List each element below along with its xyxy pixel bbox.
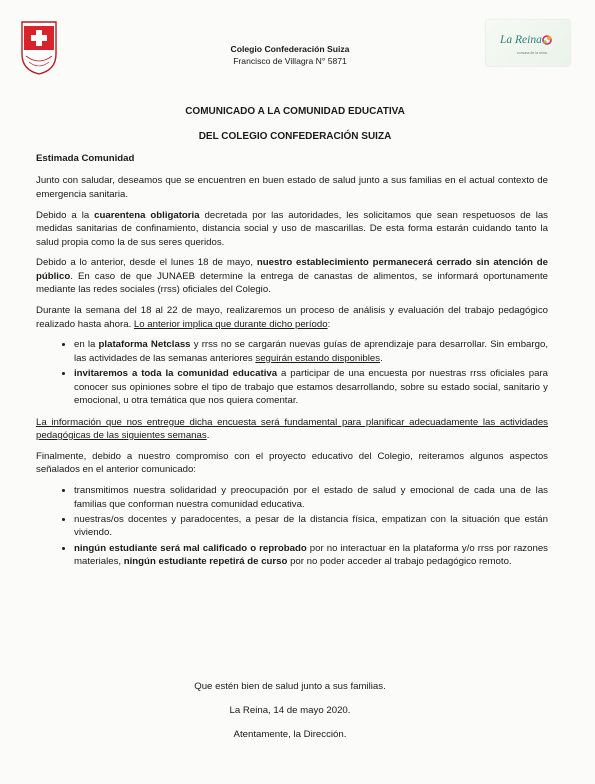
implications-list <box>36 338 548 407</box>
list-item: • en la plataforma Netclass y rrss no se cargarán nuevas guías de aprendizaje para desarrollar. Sin embargo, las actividades de las semanas anteriores seguirán estando disponibles. <box>74 338 548 365</box>
closing-wishes: Que estén bien de salud junto a sus familias. <box>194 681 386 692</box>
la-reina-tagline: comuna de la reina <box>517 51 547 55</box>
paragraph-commitment: Finalmente, debido a nuestro compromiso con el proyecto educativo del Colegio, reiteramos algunos aspectos señalados en el anterior comunicado: <box>36 450 548 476</box>
list-item: • invitaremos a toda la comunidad educativa a participar de una encuesta por nuestras rrss oficiales para conocer sus opiniones sobre el tipo de trabajo que estamos desarrollando, sobre su estado social, sanitario y emocional, u otra temática que nos quiera comentar. <box>74 367 548 407</box>
paragraph-closure: Debido a lo anterior, desde el lunes 18 de mayo, nuestro establecimiento permanecerá cerrado sin atención de público. En caso de que JUNAEB determine la entrega de canastas de alimentos, se informará oportunamente mediante las redes sociales (rrss) oficiales del Colegio. <box>36 257 548 296</box>
school-crest-logo <box>20 20 58 76</box>
title-line-1: COMUNICADO A LA COMUNIDAD EDUCATIVA <box>185 106 405 117</box>
la-reina-brand-text: La Reina <box>500 34 542 46</box>
list-item: • nuestras/os docentes y paradocentes, a pesar de la distancia física, empatizan con la situación que están viviendo. <box>74 513 548 540</box>
paragraph-survey: La información que nos entregue dicha encuesta será fundamental para planificar adecuadamente las actividades pedagógicas de las siguientes semanas. <box>36 416 548 441</box>
reiterated-aspects-list <box>36 484 548 568</box>
greeting: Estimada Comunidad <box>36 153 135 164</box>
letterhead <box>200 43 380 67</box>
school-name: Colegio Confederación Suiza <box>230 44 350 54</box>
la-reina-logo <box>486 20 570 66</box>
paragraph-greeting: Junto con saludar, deseamos que se encuentren en buen estado de salud junto a sus familias en el actual contexto de emergencia sanitaria. <box>36 175 548 200</box>
closing-signature: Atentamente, la Dirección. <box>233 729 347 740</box>
list-item: • transmitimos nuestra solidaridad y preocupación por el estado de salud y emocional de cada una de las familias que conforman nuestra comunidad educativa. <box>74 484 548 511</box>
flower-icon <box>541 34 553 46</box>
paragraph-evaluation: Durante la semana del 18 al 22 de mayo, realizaremos un proceso de análisis y evaluación del trabajo pedagógico realizado hasta ahora. Lo anterior implica que durante dicho período: <box>36 305 548 330</box>
title-line-2: DEL COLEGIO CONFEDERACIÓN SUIZA <box>198 131 392 142</box>
list-item: • ningún estudiante será mal calificado o reprobado por no interactuar en la plataforma y/o rrss por razones materiales, ningún estudiante repetirá de curso por no poder acceder al trabajo pedagógico remoto. <box>74 542 548 569</box>
closing-date: La Reina, 14 de mayo 2020. <box>229 705 351 716</box>
letter-body <box>36 152 548 577</box>
school-address: Francisco de Villagra N° 5871 <box>233 56 347 66</box>
paragraph-quarantine: Debido a la cuarentena obligatoria decretada por las autoridades, les solicitamos que sean respetuosos de las medidas sanitarias de confinamiento, distancia social y uso de mascarillas. De esta forma estarán cuidando tanto la salud propia como la de sus seres queridos. <box>36 209 548 248</box>
